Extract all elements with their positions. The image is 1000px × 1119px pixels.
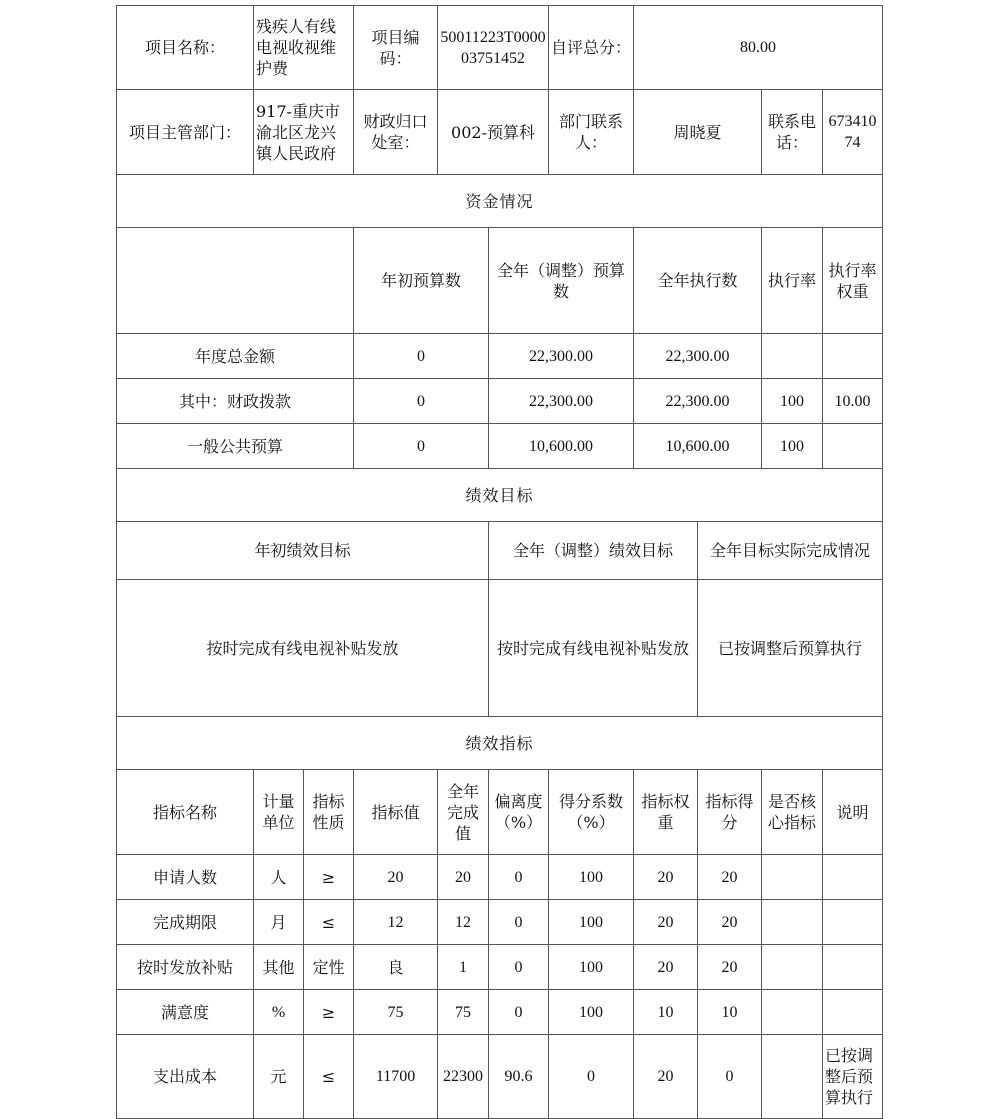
ind-actual: 20 <box>438 855 489 900</box>
info-row-2 <box>117 90 883 175</box>
ind-name: 按时发放补贴 <box>117 945 254 990</box>
ind-unit: 元 <box>254 1035 304 1119</box>
ind-note <box>823 900 883 945</box>
funds-header-blank <box>117 228 354 334</box>
ind-coef: 100 <box>549 945 634 990</box>
indicators-title-row <box>117 717 883 770</box>
funds-header-executed: 全年执行数 <box>634 228 762 334</box>
funds-row-label: 一般公共预算 <box>117 424 354 469</box>
ind-coef: 100 <box>549 855 634 900</box>
ind-target: 12 <box>354 900 438 945</box>
contact: 周晓夏 <box>634 90 762 175</box>
ind-unit: 人 <box>254 855 304 900</box>
ind-core <box>762 990 823 1035</box>
ind-header-note: 说明 <box>823 770 883 855</box>
funds-row <box>117 424 883 469</box>
goals-title: 绩效目标 <box>117 469 883 522</box>
funds-row-executed: 22,300.00 <box>634 379 762 424</box>
ind-note <box>823 855 883 900</box>
funds-row-weight <box>823 424 883 469</box>
ind-header-unit: 计量单位 <box>254 770 304 855</box>
ind-note: 已按调整后预算执行 <box>823 1035 883 1119</box>
ind-header-score: 指标得分 <box>698 770 762 855</box>
funds-row-initial: 0 <box>354 379 489 424</box>
funds-title: 资金情况 <box>117 175 883 228</box>
funds-row-rate <box>762 334 823 379</box>
funds-row-rate: 100 <box>762 424 823 469</box>
ind-unit: % <box>254 990 304 1035</box>
ind-nature: 定性 <box>304 945 354 990</box>
ind-nature: ≥ <box>304 855 354 900</box>
funds-row-label: 年度总金额 <box>117 334 354 379</box>
funds-row <box>117 334 883 379</box>
project-code-label: 项目编码： <box>354 6 438 90</box>
goals-value-row <box>117 580 883 717</box>
ind-coef: 100 <box>549 900 634 945</box>
ind-coef: 100 <box>549 990 634 1035</box>
ind-target: 良 <box>354 945 438 990</box>
indicator-row <box>117 1035 883 1119</box>
goals-header-row <box>117 522 883 580</box>
ind-actual: 12 <box>438 900 489 945</box>
ind-deviation: 90.6 <box>489 1035 549 1119</box>
ind-weight: 20 <box>634 1035 698 1119</box>
self-score: 80.00 <box>634 6 883 90</box>
ind-core <box>762 900 823 945</box>
ind-header-nature: 指标性质 <box>304 770 354 855</box>
goal-adjusted: 按时完成有线电视补贴发放 <box>489 580 698 717</box>
funds-row <box>117 379 883 424</box>
funds-row-adjusted: 10,600.00 <box>489 424 634 469</box>
dept: 917-重庆市渝北区龙兴镇人民政府 <box>254 90 354 175</box>
ind-actual: 75 <box>438 990 489 1035</box>
ind-coef: 0 <box>549 1035 634 1119</box>
goals-header-initial: 年初绩效目标 <box>117 522 489 580</box>
funds-header-rate: 执行率 <box>762 228 823 334</box>
ind-score: 20 <box>698 855 762 900</box>
funds-row-weight <box>823 334 883 379</box>
self-score-label: 自评总分： <box>549 6 634 90</box>
funds-row-rate: 100 <box>762 379 823 424</box>
ind-core <box>762 1035 823 1119</box>
funds-row-executed: 10,600.00 <box>634 424 762 469</box>
ind-deviation: 0 <box>489 945 549 990</box>
ind-name: 完成期限 <box>117 900 254 945</box>
goals-title-row <box>117 469 883 522</box>
ind-target: 11700 <box>354 1035 438 1119</box>
ind-actual: 22300 <box>438 1035 489 1119</box>
ind-score: 20 <box>698 945 762 990</box>
phone: 67341074 <box>823 90 883 175</box>
finance-label: 财政归口处室： <box>354 90 438 175</box>
ind-header-weight: 指标权重 <box>634 770 698 855</box>
indicator-row <box>117 945 883 990</box>
goals-header-adjusted: 全年（调整）绩效目标 <box>489 522 698 580</box>
ind-header-coef: 得分系数（%） <box>549 770 634 855</box>
dept-label: 项目主管部门： <box>117 90 254 175</box>
info-row-1 <box>117 6 883 90</box>
ind-deviation: 0 <box>489 855 549 900</box>
ind-score: 10 <box>698 990 762 1035</box>
funds-row-initial: 0 <box>354 334 489 379</box>
ind-name: 满意度 <box>117 990 254 1035</box>
performance-table <box>116 5 883 1119</box>
project-code: 50011223T000003751452 <box>438 6 549 90</box>
ind-header-deviation: 偏离度（%） <box>489 770 549 855</box>
goal-initial: 按时完成有线电视补贴发放 <box>117 580 489 717</box>
goal-actual: 已按调整后预算执行 <box>698 580 883 717</box>
indicators-title: 绩效指标 <box>117 717 883 770</box>
funds-row-label: 其中：财政拨款 <box>117 379 354 424</box>
funds-header-row <box>117 228 883 334</box>
ind-nature: ≥ <box>304 990 354 1035</box>
ind-weight: 20 <box>634 945 698 990</box>
ind-header-target: 指标值 <box>354 770 438 855</box>
funds-header-weight: 执行率权重 <box>823 228 883 334</box>
ind-deviation: 0 <box>489 990 549 1035</box>
funds-header-initial: 年初预算数 <box>354 228 489 334</box>
finance: 002-预算科 <box>438 90 549 175</box>
goals-header-actual: 全年目标实际完成情况 <box>698 522 883 580</box>
indicators-header-row <box>117 770 883 855</box>
ind-header-core: 是否核心指标 <box>762 770 823 855</box>
project-name: 残疾人有线电视收视维护费 <box>254 6 354 90</box>
funds-header-adjusted: 全年（调整）预算数 <box>489 228 634 334</box>
ind-note <box>823 945 883 990</box>
ind-deviation: 0 <box>489 900 549 945</box>
ind-header-name: 指标名称 <box>117 770 254 855</box>
ind-note <box>823 990 883 1035</box>
indicator-row <box>117 990 883 1035</box>
funds-row-executed: 22,300.00 <box>634 334 762 379</box>
indicator-row <box>117 900 883 945</box>
contact-label: 部门联系人： <box>549 90 634 175</box>
ind-core <box>762 945 823 990</box>
ind-target: 20 <box>354 855 438 900</box>
ind-score: 20 <box>698 900 762 945</box>
ind-unit: 其他 <box>254 945 304 990</box>
phone-label: 联系电话： <box>762 90 823 175</box>
indicator-row <box>117 855 883 900</box>
ind-actual: 1 <box>438 945 489 990</box>
ind-unit: 月 <box>254 900 304 945</box>
ind-target: 75 <box>354 990 438 1035</box>
ind-header-actual: 全年完成值 <box>438 770 489 855</box>
ind-core <box>762 855 823 900</box>
funds-row-adjusted: 22,300.00 <box>489 379 634 424</box>
ind-name: 申请人数 <box>117 855 254 900</box>
funds-title-row <box>117 175 883 228</box>
ind-weight: 10 <box>634 990 698 1035</box>
funds-row-initial: 0 <box>354 424 489 469</box>
ind-nature: ≤ <box>304 1035 354 1119</box>
funds-row-weight: 10.00 <box>823 379 883 424</box>
ind-weight: 20 <box>634 900 698 945</box>
ind-nature: ≤ <box>304 900 354 945</box>
ind-name: 支出成本 <box>117 1035 254 1119</box>
ind-score: 0 <box>698 1035 762 1119</box>
funds-row-adjusted: 22,300.00 <box>489 334 634 379</box>
ind-weight: 20 <box>634 855 698 900</box>
project-name-label: 项目名称： <box>117 6 254 90</box>
